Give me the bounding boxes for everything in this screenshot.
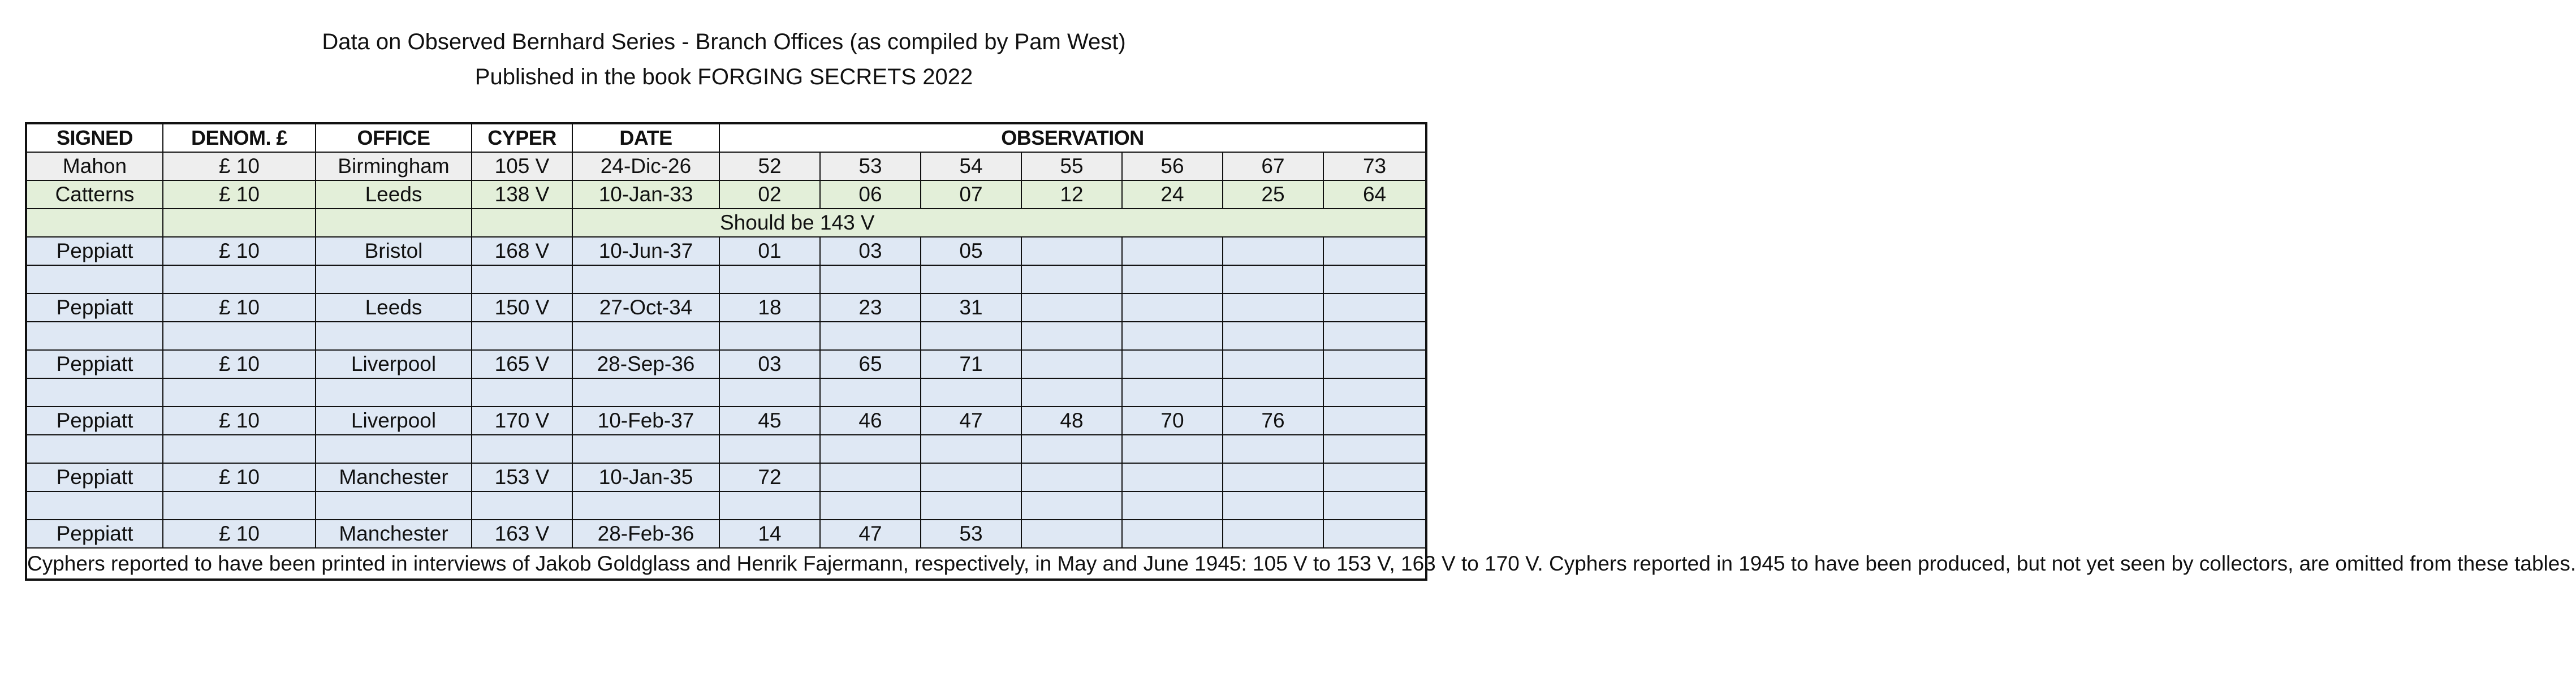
table-row: [26, 407, 1426, 435]
table-row: [26, 180, 1426, 209]
cell-observation: [1021, 463, 1122, 491]
cell-denom: £ 10: [163, 180, 316, 209]
cell-observation: 02: [719, 180, 820, 209]
cell-office: Bristol: [316, 237, 472, 265]
cell-cyper: 153 V: [472, 463, 572, 491]
cell-observation: 53: [820, 152, 921, 180]
header-signed: SIGNED: [26, 123, 163, 152]
cell-observation: 56: [1122, 152, 1223, 180]
table-row: [26, 237, 1426, 265]
cell-cyper: 150 V: [472, 293, 572, 322]
cell-office: Manchester: [316, 520, 472, 548]
cell-office: Leeds: [316, 293, 472, 322]
cell-signed: Peppiatt: [26, 350, 163, 378]
cell-observation: 18: [719, 293, 820, 322]
cell-observation: [1323, 520, 1426, 548]
footer-row: [26, 548, 1426, 580]
cell-observation: [1021, 520, 1122, 548]
cell-observation: 14: [719, 520, 820, 548]
cell-date: 27-Oct-34: [572, 293, 719, 322]
cell-observation: 48: [1021, 407, 1122, 435]
cell-observation: [1323, 463, 1426, 491]
cell-observation: 03: [719, 350, 820, 378]
header-office: OFFICE: [316, 123, 472, 152]
cell-observation: 72: [719, 463, 820, 491]
cell-observation: [1223, 520, 1323, 548]
cell-empty: [26, 209, 163, 237]
cell-observation: [820, 463, 921, 491]
cell-office: Birmingham: [316, 152, 472, 180]
cell-observation: [1021, 237, 1122, 265]
cell-observation: 03: [820, 237, 921, 265]
cell-observation: 45: [719, 407, 820, 435]
cell-observation: 67: [1223, 152, 1323, 180]
cell-date: 28-Feb-36: [572, 520, 719, 548]
cell-cyper: 138 V: [472, 180, 572, 209]
cell-observation: [1122, 520, 1223, 548]
cell-observation: [1122, 463, 1223, 491]
cell-observation: 05: [921, 237, 1021, 265]
cell-observation: 54: [921, 152, 1021, 180]
document-subtitle: Published in the book FORGING SECRETS 2022: [474, 64, 973, 89]
cell-observation: 47: [820, 520, 921, 548]
note-text: Should be 143 V: [720, 211, 875, 234]
cell-observation: [1223, 293, 1323, 322]
cell-observation: 07: [921, 180, 1021, 209]
cell-denom: £ 10: [163, 463, 316, 491]
cell-observation: 46: [820, 407, 921, 435]
cell-observation: 55: [1021, 152, 1122, 180]
cell-observation: 64: [1323, 180, 1426, 209]
cell-date: 10-Jan-33: [572, 180, 719, 209]
branch-offices-table: [25, 122, 2576, 581]
cell-office: Leeds: [316, 180, 472, 209]
header-denom: DENOM. £: [163, 123, 316, 152]
cell-cyper: 105 V: [472, 152, 572, 180]
header-row: [26, 123, 1426, 152]
cell-signed: Mahon: [26, 152, 163, 180]
cell-observation: 73: [1323, 152, 1426, 180]
cell-observation: [1122, 293, 1223, 322]
cell-denom: £ 10: [163, 152, 316, 180]
cell-denom: £ 10: [163, 237, 316, 265]
cell-signed: Peppiatt: [26, 407, 163, 435]
cell-cyper: 168 V: [472, 237, 572, 265]
cell-observation: 06: [820, 180, 921, 209]
cell-office: Liverpool: [316, 350, 472, 378]
cell-observation: 65: [820, 350, 921, 378]
table-row: [26, 350, 1426, 378]
cell-observation: [1021, 293, 1122, 322]
cell-observation: 76: [1223, 407, 1323, 435]
cell-observation: [1223, 237, 1323, 265]
spacer-row: [26, 322, 1426, 350]
cell-observation: [921, 463, 1021, 491]
cell-observation: [1021, 350, 1122, 378]
cell-signed: Peppiatt: [26, 293, 163, 322]
cell-observation: 25: [1223, 180, 1323, 209]
spacer-row: [26, 265, 1426, 293]
cell-cyper: 163 V: [472, 520, 572, 548]
cell-observation: [1223, 350, 1323, 378]
cell-observation: 70: [1122, 407, 1223, 435]
cell-observation: [1122, 350, 1223, 378]
cell-note: [572, 209, 1426, 237]
cell-observation: [1323, 407, 1426, 435]
table-row: [26, 520, 1426, 548]
cell-denom: £ 10: [163, 293, 316, 322]
cell-observation: [1323, 293, 1426, 322]
cell-observation: 71: [921, 350, 1021, 378]
cell-denom: £ 10: [163, 350, 316, 378]
cell-denom: £ 10: [163, 407, 316, 435]
footer-note: Cyphers reported to have been printed in interviews of Jakob Goldglass and Henrik Fajermann, respectively, in May and June 1945: 105 V to 153 V, 163 V to 170 V. Cyphers reported in 1945 to have been produced, but not yet seen by collectors, are omitted from these tables.: [26, 548, 1426, 580]
cell-empty: [472, 209, 572, 237]
cell-cyper: 165 V: [472, 350, 572, 378]
table-row: [26, 463, 1426, 491]
cell-cyper: 170 V: [472, 407, 572, 435]
cell-observation: 31: [921, 293, 1021, 322]
spacer-row: [26, 378, 1426, 407]
cell-date: 28-Sep-36: [572, 350, 719, 378]
cell-signed: Peppiatt: [26, 520, 163, 548]
cell-date: 10-Feb-37: [572, 407, 719, 435]
cell-empty: [316, 209, 472, 237]
cell-observation: 52: [719, 152, 820, 180]
cell-signed: Catterns: [26, 180, 163, 209]
cell-office: Liverpool: [316, 407, 472, 435]
cell-empty: [163, 209, 316, 237]
cell-observation: 23: [820, 293, 921, 322]
cell-observation: 01: [719, 237, 820, 265]
header-date: DATE: [572, 123, 719, 152]
cell-observation: 53: [921, 520, 1021, 548]
table-row: [26, 152, 1426, 180]
cell-signed: Peppiatt: [26, 463, 163, 491]
cell-observation: [1122, 237, 1223, 265]
document-title: Data on Observed Bernhard Series - Branch Offices (as compiled by Pam West): [322, 29, 1126, 54]
cell-date: 24-Dic-26: [572, 152, 719, 180]
cell-denom: £ 10: [163, 520, 316, 548]
cell-observation: [1223, 463, 1323, 491]
cell-observation: 12: [1021, 180, 1122, 209]
cell-observation: [1323, 237, 1426, 265]
cell-signed: Peppiatt: [26, 237, 163, 265]
header-observation: OBSERVATION: [719, 123, 1426, 152]
spacer-row: [26, 435, 1426, 463]
table-row: [26, 293, 1426, 322]
cell-date: 10-Jan-35: [572, 463, 719, 491]
cell-observation: 47: [921, 407, 1021, 435]
cell-observation: 24: [1122, 180, 1223, 209]
note-row: [26, 209, 1426, 237]
cell-date: 10-Jun-37: [572, 237, 719, 265]
spacer-row: [26, 491, 1426, 520]
cell-observation: [1323, 350, 1426, 378]
cell-office: Manchester: [316, 463, 472, 491]
header-cyper: CYPER: [472, 123, 572, 152]
